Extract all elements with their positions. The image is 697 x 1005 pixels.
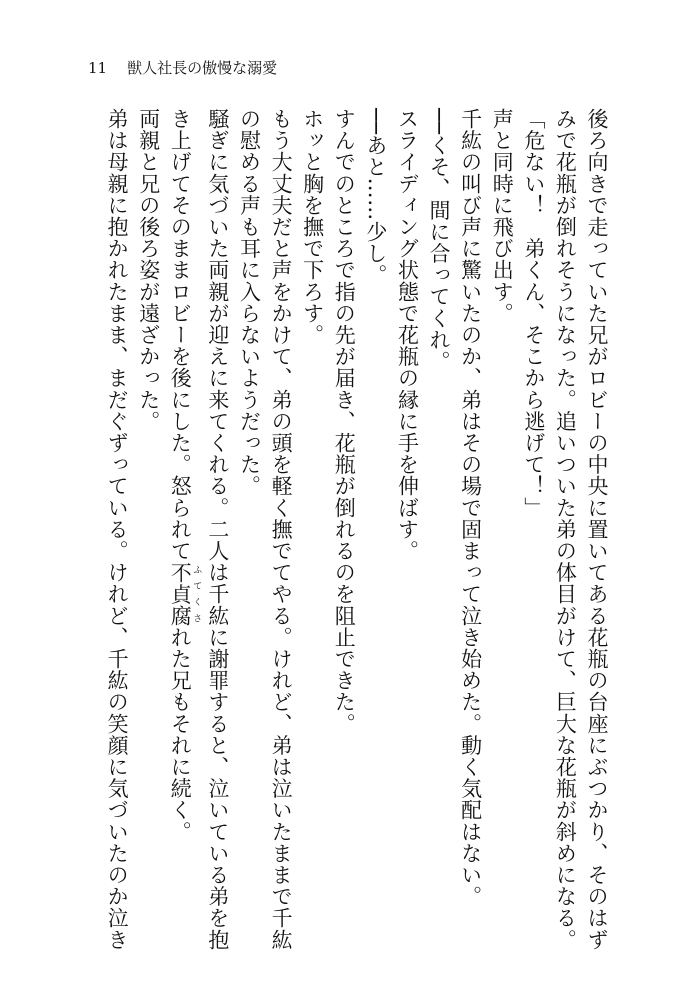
text-line: スライディング状態で花瓶の縁に手を伸ばす。	[395, 108, 420, 562]
page-number: 11	[88, 59, 108, 77]
text-line: 騒ぎに気づいた両親が迎えに来てくれる。二人は千紘に謝罪すると、泣いている弟を抱	[205, 108, 230, 951]
text-line: ──くそ、間に合ってくれ。	[427, 108, 452, 373]
text-segment: れた兄もそれに続く。	[168, 626, 193, 843]
text-line: もう大丈夫だと声をかけて、弟の頭を軽く撫でてやる。けれど、弟は泣いたままで千紘	[269, 108, 294, 951]
ruby-annotation	[168, 561, 202, 627]
vertical-body-text	[101, 108, 613, 951]
text-line: 声と同時に飛び出す。	[490, 108, 515, 324]
text-line: の慰める声も耳に入らないようだった。	[237, 108, 262, 497]
running-header	[88, 58, 277, 78]
text-line: 千紘の叫び声に驚いたのか、弟はその場で固まって泣き始めた。動く気配はない。	[458, 108, 483, 908]
ruby-reading: ふてくさ	[191, 561, 202, 627]
ruby-base: 不貞腐	[168, 561, 193, 627]
text-line: 弟は母親に抱かれたまま、まだぐずっている。けれど、千紘の笑顔に気づいたのか泣き	[105, 108, 130, 951]
text-segment: き上げてそのままロビーを後にした。怒られて	[168, 108, 193, 562]
text-line: 後ろ向きで走っていた兄がロビーの中央に置いてある花瓶の台座にぶつかり、そのはず	[585, 108, 609, 951]
book-title: 獣人社長の傲慢な溺愛	[127, 59, 278, 77]
text-line: ホッと胸を撫で下ろす。	[300, 108, 325, 346]
text-line: 両親と兄の後ろ姿が遠ざかった。	[136, 108, 161, 432]
text-line: ──あと……少し。	[363, 108, 388, 286]
text-line: 「危ない！ 弟くん、そこから逃げて！」	[521, 108, 546, 519]
text-line: みで花瓶が倒れそうになった。追いついた弟の体目がけて、巨大な花瓶が斜めになる。	[553, 108, 578, 951]
text-line-with-ruby	[164, 108, 202, 948]
text-line: すんでのところで指の先が届き、花瓶が倒れるのを阻止できた。	[332, 108, 357, 735]
